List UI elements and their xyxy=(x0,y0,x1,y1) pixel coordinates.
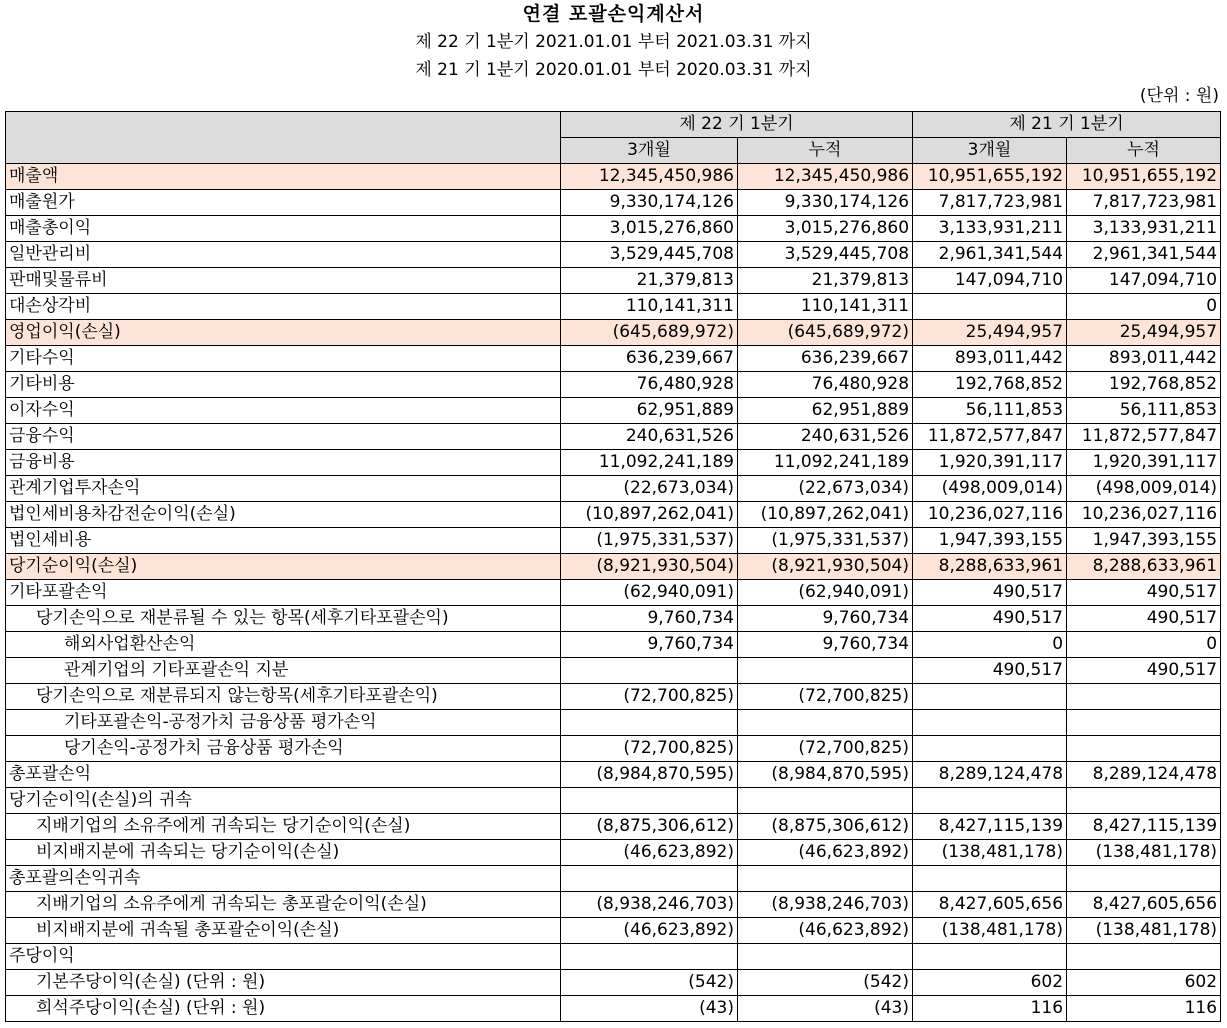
table-row xyxy=(6,450,1221,476)
value-cell: 10,951,655,192 xyxy=(913,164,1067,190)
table-row xyxy=(6,970,1221,996)
row-label: 기타수익 xyxy=(6,346,561,372)
value-cell: 8,427,605,656 xyxy=(913,892,1067,918)
value-cell: (542) xyxy=(738,970,913,996)
period-prior: 제 21 기 1분기 2020.01.01 부터 2020.03.31 까지 xyxy=(415,60,812,80)
value-cell: (8,921,930,504) xyxy=(561,554,738,580)
period-current: 제 22 기 1분기 2021.01.01 부터 2021.03.31 까지 xyxy=(415,32,812,52)
value-cell: 0 xyxy=(1067,294,1221,320)
value-cell xyxy=(561,710,738,736)
value-cell: (72,700,825) xyxy=(561,684,738,710)
value-cell: 490,517 xyxy=(913,606,1067,632)
value-cell: (138,481,178) xyxy=(1067,918,1221,944)
table-row xyxy=(6,684,1221,710)
value-cell: (542) xyxy=(561,970,738,996)
value-cell: (10,897,262,041) xyxy=(738,502,913,528)
value-cell: (46,623,892) xyxy=(561,918,738,944)
value-cell: (1,975,331,537) xyxy=(738,528,913,554)
value-cell xyxy=(738,866,913,892)
value-cell xyxy=(913,736,1067,762)
value-cell: 8,288,633,961 xyxy=(913,554,1067,580)
value-cell: 1,947,393,155 xyxy=(1067,528,1221,554)
value-cell: (72,700,825) xyxy=(738,736,913,762)
value-cell xyxy=(913,788,1067,814)
row-label: 기본주당이익(손실) (단위 : 원) xyxy=(6,970,561,996)
table-row xyxy=(6,918,1221,944)
value-cell: 8,288,633,961 xyxy=(1067,554,1221,580)
value-cell: 490,517 xyxy=(1067,606,1221,632)
value-cell: 3,133,931,211 xyxy=(913,216,1067,242)
value-cell xyxy=(913,866,1067,892)
value-cell: 110,141,311 xyxy=(561,294,738,320)
value-cell: (8,875,306,612) xyxy=(738,814,913,840)
value-cell xyxy=(738,944,913,970)
row-label: 지배기업의 소유주에게 귀속되는 총포괄순이익(손실) xyxy=(6,892,561,918)
value-cell: 25,494,957 xyxy=(913,320,1067,346)
value-cell: 1,947,393,155 xyxy=(913,528,1067,554)
value-cell xyxy=(561,788,738,814)
value-cell: (10,897,262,041) xyxy=(561,502,738,528)
value-cell xyxy=(561,866,738,892)
value-cell: 11,092,241,189 xyxy=(561,450,738,476)
row-label: 이자수익 xyxy=(6,398,561,424)
value-cell: (138,481,178) xyxy=(1067,840,1221,866)
value-cell: 490,517 xyxy=(913,658,1067,684)
value-cell: 11,092,241,189 xyxy=(738,450,913,476)
table-row xyxy=(6,840,1221,866)
value-cell xyxy=(738,658,913,684)
value-cell: (498,009,014) xyxy=(1067,476,1221,502)
row-label: 총포괄의손익귀속 xyxy=(6,866,561,892)
value-cell: 56,111,853 xyxy=(1067,398,1221,424)
value-cell: 2,961,341,544 xyxy=(1067,242,1221,268)
table-row xyxy=(6,658,1221,684)
row-label: 금융수익 xyxy=(6,424,561,450)
value-cell: 147,094,710 xyxy=(1067,268,1221,294)
income-statement-table xyxy=(5,111,1221,1022)
value-cell: 25,494,957 xyxy=(1067,320,1221,346)
header-account xyxy=(6,112,561,164)
row-label: 기타포괄손익 xyxy=(6,580,561,606)
value-cell: 636,239,667 xyxy=(738,346,913,372)
row-label: 관계기업투자손익 xyxy=(6,476,561,502)
table-row xyxy=(6,788,1221,814)
row-label: 법인세비용차감전순이익(손실) xyxy=(6,502,561,528)
value-cell: 893,011,442 xyxy=(1067,346,1221,372)
table-row xyxy=(6,762,1221,788)
table-row xyxy=(6,814,1221,840)
value-cell: 11,872,577,847 xyxy=(1067,424,1221,450)
value-cell: 9,760,734 xyxy=(561,632,738,658)
unit-label: (단위 : 원) xyxy=(1139,86,1219,106)
table-row xyxy=(6,294,1221,320)
value-cell: (62,940,091) xyxy=(738,580,913,606)
value-cell: 0 xyxy=(1067,632,1221,658)
row-label: 당기순이익(손실)의 귀속 xyxy=(6,788,561,814)
table-row xyxy=(6,424,1221,450)
value-cell: (498,009,014) xyxy=(913,476,1067,502)
row-label: 대손상각비 xyxy=(6,294,561,320)
row-label: 법인세비용 xyxy=(6,528,561,554)
table-row xyxy=(6,736,1221,762)
value-cell: (22,673,034) xyxy=(561,476,738,502)
value-cell: (645,689,972) xyxy=(561,320,738,346)
value-cell: 3,015,276,860 xyxy=(738,216,913,242)
value-cell: 9,760,734 xyxy=(738,606,913,632)
value-cell: 21,379,813 xyxy=(738,268,913,294)
value-cell xyxy=(738,788,913,814)
value-cell: 602 xyxy=(913,970,1067,996)
value-cell: (8,921,930,504) xyxy=(738,554,913,580)
value-cell: 76,480,928 xyxy=(738,372,913,398)
header-row-periods xyxy=(6,112,1221,138)
value-cell xyxy=(913,944,1067,970)
table-row xyxy=(6,268,1221,294)
value-cell: 1,920,391,117 xyxy=(913,450,1067,476)
value-cell: (138,481,178) xyxy=(913,840,1067,866)
value-cell: (1,975,331,537) xyxy=(561,528,738,554)
value-cell: 7,817,723,981 xyxy=(913,190,1067,216)
value-cell xyxy=(1067,710,1221,736)
table-row xyxy=(6,606,1221,632)
header-22-cumulative: 누적 xyxy=(738,138,913,164)
row-label: 기타포괄손익-공정가치 금융상품 평가손익 xyxy=(6,710,561,736)
value-cell xyxy=(1067,866,1221,892)
row-label: 희석주당이익(손실) (단위 : 원) xyxy=(6,996,561,1022)
statement-title: 연결 포괄손익계산서 xyxy=(522,3,705,25)
value-cell: 9,760,734 xyxy=(561,606,738,632)
value-cell: (46,623,892) xyxy=(561,840,738,866)
value-cell: 602 xyxy=(1067,970,1221,996)
value-cell: 7,817,723,981 xyxy=(1067,190,1221,216)
row-label: 해외사업환산손익 xyxy=(6,632,561,658)
value-cell xyxy=(1067,788,1221,814)
value-cell: (645,689,972) xyxy=(738,320,913,346)
value-cell: 8,427,605,656 xyxy=(1067,892,1221,918)
statement-body xyxy=(6,164,1221,1022)
row-label: 매출총이익 xyxy=(6,216,561,242)
value-cell: 12,345,450,986 xyxy=(738,164,913,190)
value-cell: 893,011,442 xyxy=(913,346,1067,372)
value-cell: 8,289,124,478 xyxy=(1067,762,1221,788)
value-cell: 110,141,311 xyxy=(738,294,913,320)
header-21-three-month: 3개월 xyxy=(913,138,1067,164)
row-label: 총포괄손익 xyxy=(6,762,561,788)
row-label: 비지배지분에 귀속될 총포괄순이익(손실) xyxy=(6,918,561,944)
value-cell: 8,289,124,478 xyxy=(913,762,1067,788)
value-cell: 9,760,734 xyxy=(738,632,913,658)
row-label: 당기순이익(손실) xyxy=(6,554,561,580)
value-cell: 11,872,577,847 xyxy=(913,424,1067,450)
value-cell: 1,920,391,117 xyxy=(1067,450,1221,476)
header-group-21: 제 21 기 1분기 xyxy=(913,112,1221,138)
value-cell: 10,951,655,192 xyxy=(1067,164,1221,190)
row-label: 당기손익으로 재분류될 수 있는 항목(세후기타포괄손익) xyxy=(6,606,561,632)
value-cell: 116 xyxy=(1067,996,1221,1022)
row-label: 금융비용 xyxy=(6,450,561,476)
table-row xyxy=(6,320,1221,346)
value-cell: 3,133,931,211 xyxy=(1067,216,1221,242)
value-cell: 0 xyxy=(913,632,1067,658)
row-label: 매출액 xyxy=(6,164,561,190)
table-row xyxy=(6,996,1221,1022)
row-label: 주당이익 xyxy=(6,944,561,970)
table-row xyxy=(6,892,1221,918)
value-cell: 3,015,276,860 xyxy=(561,216,738,242)
value-cell: 636,239,667 xyxy=(561,346,738,372)
value-cell: 21,379,813 xyxy=(561,268,738,294)
value-cell: (22,673,034) xyxy=(738,476,913,502)
value-cell: 490,517 xyxy=(913,580,1067,606)
table-row xyxy=(6,164,1221,190)
value-cell xyxy=(738,710,913,736)
value-cell: 10,236,027,116 xyxy=(913,502,1067,528)
row-label: 지배기업의 소유주에게 귀속되는 당기순이익(손실) xyxy=(6,814,561,840)
value-cell: (43) xyxy=(738,996,913,1022)
row-label: 일반관리비 xyxy=(6,242,561,268)
row-label: 기타비용 xyxy=(6,372,561,398)
table-row xyxy=(6,372,1221,398)
value-cell: (43) xyxy=(561,996,738,1022)
value-cell: 192,768,852 xyxy=(1067,372,1221,398)
table-row xyxy=(6,528,1221,554)
value-cell: (8,875,306,612) xyxy=(561,814,738,840)
value-cell: 3,529,445,708 xyxy=(561,242,738,268)
value-cell: 8,427,115,139 xyxy=(913,814,1067,840)
value-cell xyxy=(1067,736,1221,762)
value-cell: 8,427,115,139 xyxy=(1067,814,1221,840)
value-cell: 9,330,174,126 xyxy=(561,190,738,216)
value-cell: (8,938,246,703) xyxy=(561,892,738,918)
value-cell: (72,700,825) xyxy=(561,736,738,762)
value-cell xyxy=(913,684,1067,710)
row-label: 판매및물류비 xyxy=(6,268,561,294)
row-label: 관계기업의 기타포괄손익 지분 xyxy=(6,658,561,684)
value-cell: 10,236,027,116 xyxy=(1067,502,1221,528)
value-cell: (8,938,246,703) xyxy=(738,892,913,918)
value-cell: (72,700,825) xyxy=(738,684,913,710)
table-row xyxy=(6,476,1221,502)
table-row xyxy=(6,398,1221,424)
value-cell: (46,623,892) xyxy=(738,840,913,866)
table-row xyxy=(6,216,1221,242)
header-21-cumulative: 누적 xyxy=(1067,138,1221,164)
value-cell: 76,480,928 xyxy=(561,372,738,398)
header-22-three-month: 3개월 xyxy=(561,138,738,164)
value-cell: (8,984,870,595) xyxy=(738,762,913,788)
table-row xyxy=(6,554,1221,580)
value-cell: (62,940,091) xyxy=(561,580,738,606)
value-cell xyxy=(561,658,738,684)
table-row xyxy=(6,866,1221,892)
row-label: 매출원가 xyxy=(6,190,561,216)
row-label: 비지배지분에 귀속되는 당기순이익(손실) xyxy=(6,840,561,866)
table-row xyxy=(6,710,1221,736)
value-cell: 9,330,174,126 xyxy=(738,190,913,216)
value-cell: 62,951,889 xyxy=(561,398,738,424)
row-label: 당기손익-공정가치 금융상품 평가손익 xyxy=(6,736,561,762)
header-group-22: 제 22 기 1분기 xyxy=(561,112,913,138)
value-cell: (8,984,870,595) xyxy=(561,762,738,788)
table-row xyxy=(6,580,1221,606)
value-cell: 56,111,853 xyxy=(913,398,1067,424)
value-cell: 240,631,526 xyxy=(561,424,738,450)
table-row xyxy=(6,502,1221,528)
value-cell: (46,623,892) xyxy=(738,918,913,944)
value-cell xyxy=(913,294,1067,320)
value-cell: 240,631,526 xyxy=(738,424,913,450)
value-cell: 147,094,710 xyxy=(913,268,1067,294)
value-cell xyxy=(1067,684,1221,710)
table-row xyxy=(6,346,1221,372)
value-cell xyxy=(561,944,738,970)
table-row xyxy=(6,190,1221,216)
value-cell xyxy=(913,710,1067,736)
value-cell: 2,961,341,544 xyxy=(913,242,1067,268)
value-cell: 490,517 xyxy=(1067,580,1221,606)
row-label: 영업이익(손실) xyxy=(6,320,561,346)
table-row xyxy=(6,944,1221,970)
value-cell xyxy=(1067,944,1221,970)
table-row xyxy=(6,242,1221,268)
value-cell: (138,481,178) xyxy=(913,918,1067,944)
value-cell: 3,529,445,708 xyxy=(738,242,913,268)
value-cell: 192,768,852 xyxy=(913,372,1067,398)
value-cell: 62,951,889 xyxy=(738,398,913,424)
row-label: 당기손익으로 재분류되지 않는항목(세후기타포괄손익) xyxy=(6,684,561,710)
statement-header xyxy=(0,0,1227,84)
value-cell: 12,345,450,986 xyxy=(561,164,738,190)
table-row xyxy=(6,632,1221,658)
value-cell: 116 xyxy=(913,996,1067,1022)
value-cell: 490,517 xyxy=(1067,658,1221,684)
